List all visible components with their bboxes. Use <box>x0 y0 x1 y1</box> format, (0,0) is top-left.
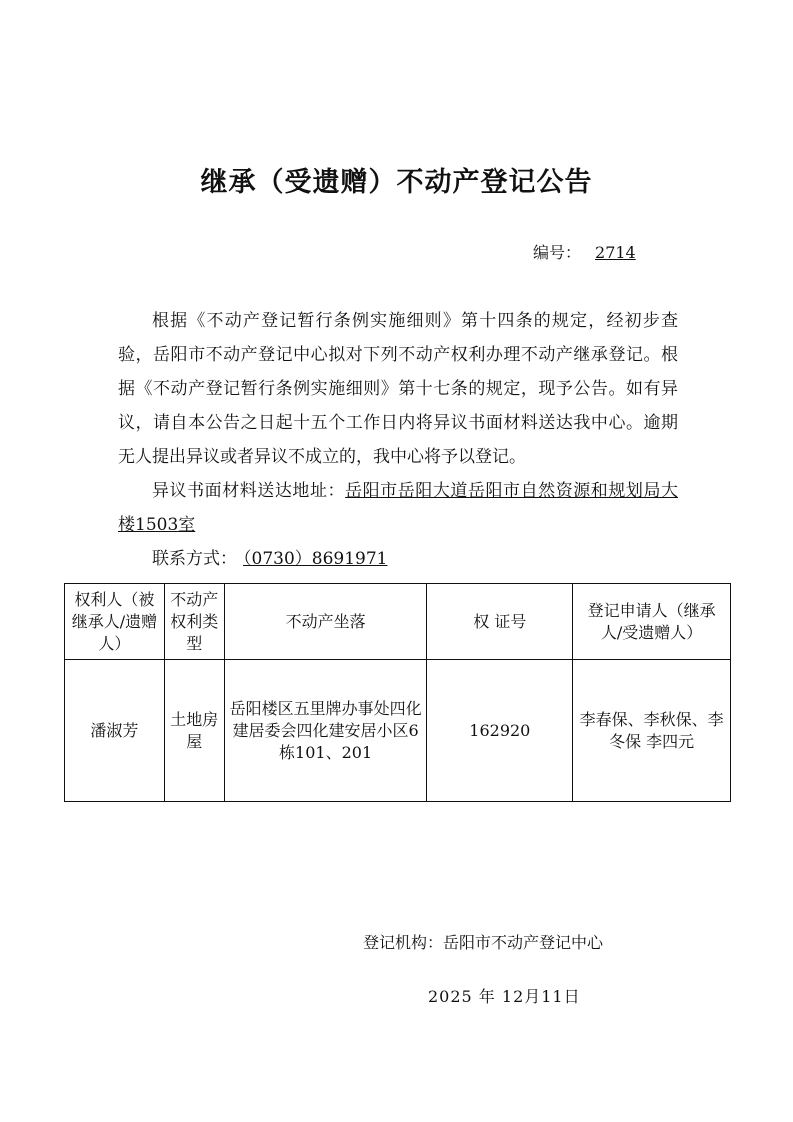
notice-body <box>118 304 678 576</box>
header-type: 不动产权利类型 <box>164 584 224 660</box>
header-location: 不动产坐落 <box>224 584 427 660</box>
cell-owner: 潘淑芳 <box>65 660 165 802</box>
address-value: 岳阳市岳阳大道岳阳市自然资源和规划局大楼1503室 <box>118 481 679 535</box>
contact-value: （0730）8691971 <box>243 549 388 569</box>
contact-label: 联系方式： <box>152 549 237 569</box>
contact-line <box>118 542 678 576</box>
table-header-row <box>65 584 731 660</box>
notice-paragraph: 根据《不动产登记暂行条例实施细则》第十四条的规定，经初步查验，岳阳市不动产登记中心拟对下列不动产权利办理不动产继承登记。根据《不动产登记暂行条例实施细则》第十七条的规定，现予公告。如有异议，请自本公告之日起十五个工作日内将异议书面材料送达我中心。逾期无人提出异议或者异议不成立的，我中心将予以登记。 <box>118 311 678 467</box>
registration-agency: 登记机构：岳阳市不动产登记中心 <box>363 933 604 952</box>
notice-date: 2025 年 12月11日 <box>428 987 581 1006</box>
registration-table <box>64 583 731 802</box>
cell-cert: 162920 <box>427 660 573 802</box>
header-applicant: 登记申请人（继承人/受遗赠人） <box>573 584 731 660</box>
page-title: 继承（受遗赠）不动产登记公告 <box>200 167 593 198</box>
address-line <box>118 474 678 542</box>
header-cert: 权 证号 <box>427 584 573 660</box>
cell-location: 岳阳楼区五里牌办事处四化建居委会四化建安居小区6栋101、201 <box>224 660 427 802</box>
cell-applicant: 李春保、李秋保、李冬保 李四元 <box>573 660 731 802</box>
header-owner: 权利人（被继承人/遗赠人） <box>65 584 165 660</box>
table-row <box>65 660 731 802</box>
address-label: 异议书面材料送达地址： <box>152 481 346 501</box>
serial-label: 编号： <box>533 243 582 262</box>
cell-type: 土地房屋 <box>164 660 224 802</box>
serial-number <box>533 240 636 263</box>
serial-value: 2714 <box>595 243 636 262</box>
